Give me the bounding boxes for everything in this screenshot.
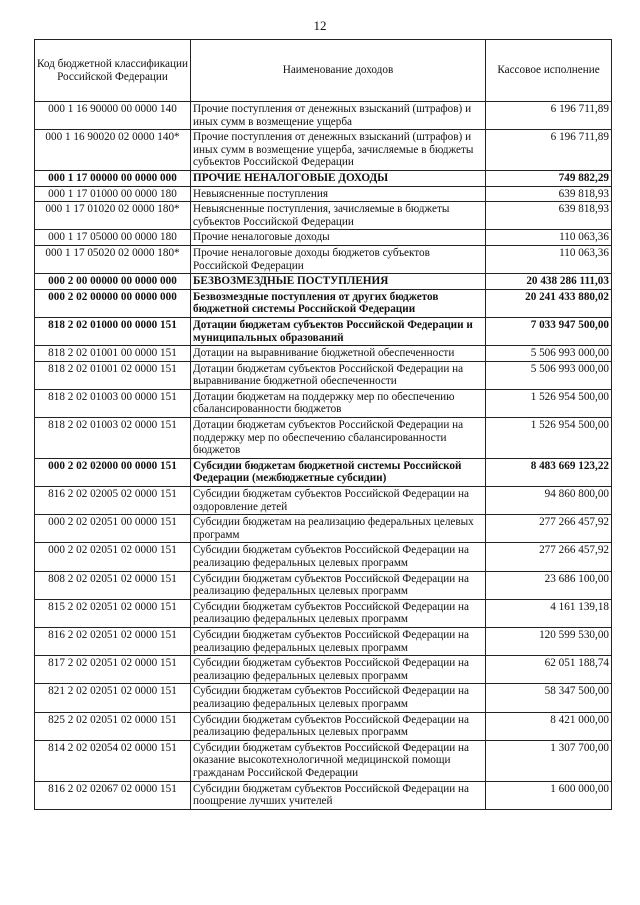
row-code: 000 1 17 00000 00 0000 000 [35, 170, 191, 186]
row-amount: 5 506 993 000,00 [486, 346, 612, 362]
row-name: Прочие неналоговые доходы бюджетов субъектов Российской Федерации [191, 245, 486, 273]
table-row [35, 458, 612, 486]
header-amount: Кассовое исполнение [486, 40, 612, 102]
row-code: 808 2 02 02051 02 0000 151 [35, 571, 191, 599]
row-amount: 277 266 457,92 [486, 515, 612, 543]
row-amount: 1 526 954 500,00 [486, 418, 612, 459]
table-row [35, 230, 612, 246]
table-row [35, 515, 612, 543]
row-name: Невыясненные поступления [191, 186, 486, 202]
row-name: Невыясненные поступления, зачисляемые в бюджеты субъектов Российской Федерации [191, 202, 486, 230]
table-row [35, 684, 612, 712]
table-row [35, 170, 612, 186]
row-amount: 8 483 669 123,22 [486, 458, 612, 486]
row-amount: 58 347 500,00 [486, 684, 612, 712]
row-code: 818 2 02 01003 00 0000 151 [35, 389, 191, 417]
row-code: 818 2 02 01001 00 0000 151 [35, 346, 191, 362]
table-row [35, 418, 612, 459]
row-amount: 639 818,93 [486, 202, 612, 230]
row-code: 000 2 02 02000 00 0000 151 [35, 458, 191, 486]
table-row [35, 186, 612, 202]
row-code: 000 1 17 05020 02 0000 180* [35, 245, 191, 273]
row-code: 000 2 02 00000 00 0000 000 [35, 289, 191, 317]
row-name: Субсидии бюджетам субъектов Российской Федерации на реализацию федеральных целевых программ [191, 627, 486, 655]
row-code: 818 2 02 01003 02 0000 151 [35, 418, 191, 459]
row-code: 000 1 17 01020 02 0000 180* [35, 202, 191, 230]
row-name: Безвозмездные поступления от других бюджетов бюджетной системы Российской Федерации [191, 289, 486, 317]
budget-revenue-table [34, 39, 612, 810]
table-row [35, 346, 612, 362]
row-name: Субсидии бюджетам субъектов Российской Федерации на реализацию федеральных целевых программ [191, 712, 486, 740]
row-code: 000 1 17 01000 00 0000 180 [35, 186, 191, 202]
table-row [35, 712, 612, 740]
row-code: 816 2 02 02067 02 0000 151 [35, 781, 191, 809]
row-code: 000 2 00 00000 00 0000 000 [35, 274, 191, 290]
row-name: Субсидии бюджетам субъектов Российской Федерации на реализацию федеральных целевых программ [191, 684, 486, 712]
table-row [35, 571, 612, 599]
table-row [35, 656, 612, 684]
table-row [35, 627, 612, 655]
row-code: 816 2 02 02051 02 0000 151 [35, 627, 191, 655]
row-code: 816 2 02 02005 02 0000 151 [35, 487, 191, 515]
row-code: 814 2 02 02054 02 0000 151 [35, 740, 191, 781]
row-code: 000 2 02 02051 02 0000 151 [35, 543, 191, 571]
row-code: 000 2 02 02051 00 0000 151 [35, 515, 191, 543]
row-amount: 5 506 993 000,00 [486, 361, 612, 389]
row-amount: 110 063,36 [486, 230, 612, 246]
row-amount: 20 241 433 880,02 [486, 289, 612, 317]
table-row [35, 317, 612, 345]
row-amount: 639 818,93 [486, 186, 612, 202]
table-row [35, 130, 612, 171]
row-amount: 6 196 711,89 [486, 130, 612, 171]
row-name: Прочие поступления от денежных взысканий (штрафов) и иных сумм в возмещение ущерба, зачисляемые в бюджеты субъектов Российской Федерации [191, 130, 486, 171]
row-code: 817 2 02 02051 02 0000 151 [35, 656, 191, 684]
table-row [35, 361, 612, 389]
row-name: Субсидии бюджетам на реализацию федеральных целевых программ [191, 515, 486, 543]
row-name: Дотации бюджетам на поддержку мер по обеспечению сбалансированности бюджетов [191, 389, 486, 417]
row-amount: 110 063,36 [486, 245, 612, 273]
row-name: Субсидии бюджетам субъектов Российской Федерации на оказание высокотехнологичной медицинской помощи гражданам Российской Федерации [191, 740, 486, 781]
header-code: Код бюджетной классификации Российской Федерации [35, 40, 191, 102]
row-code: 818 2 02 01001 02 0000 151 [35, 361, 191, 389]
row-name: Дотации бюджетам субъектов Российской Федерации на поддержку мер по обеспечению сбалансированности бюджетов [191, 418, 486, 459]
row-amount: 1 307 700,00 [486, 740, 612, 781]
table-row [35, 102, 612, 130]
row-name: Прочие поступления от денежных взысканий (штрафов) и иных сумм в возмещение ущерба [191, 102, 486, 130]
table-header-row [35, 40, 612, 102]
row-name: Субсидии бюджетам субъектов Российской Федерации на реализацию федеральных целевых программ [191, 543, 486, 571]
row-name: Дотации бюджетам субъектов Российской Федерации и муниципальных образований [191, 317, 486, 345]
row-amount: 62 051 188,74 [486, 656, 612, 684]
row-code: 000 1 16 90020 02 0000 140* [35, 130, 191, 171]
table-body [35, 102, 612, 810]
row-code: 825 2 02 02051 02 0000 151 [35, 712, 191, 740]
page-number: 12 [313, 18, 327, 33]
table-row [35, 202, 612, 230]
row-name: Прочие неналоговые доходы [191, 230, 486, 246]
row-code: 000 1 17 05000 00 0000 180 [35, 230, 191, 246]
row-amount: 7 033 947 500,00 [486, 317, 612, 345]
row-amount: 20 438 286 111,03 [486, 274, 612, 290]
row-name: Субсидии бюджетам субъектов Российской Федерации на реализацию федеральных целевых программ [191, 656, 486, 684]
row-name: Субсидии бюджетам субъектов Российской Федерации на реализацию федеральных целевых программ [191, 599, 486, 627]
row-amount: 23 686 100,00 [486, 571, 612, 599]
row-name: ПРОЧИЕ НЕНАЛОГОВЫЕ ДОХОДЫ [191, 170, 486, 186]
row-amount: 749 882,29 [486, 170, 612, 186]
row-name: Субсидии бюджетам субъектов Российской Федерации на оздоровление детей [191, 487, 486, 515]
header-name: Наименование доходов [191, 40, 486, 102]
row-code: 821 2 02 02051 02 0000 151 [35, 684, 191, 712]
row-code: 000 1 16 90000 00 0000 140 [35, 102, 191, 130]
table-row [35, 740, 612, 781]
row-code: 818 2 02 01000 00 0000 151 [35, 317, 191, 345]
row-amount: 1 600 000,00 [486, 781, 612, 809]
row-name: БЕЗВОЗМЕЗДНЫЕ ПОСТУПЛЕНИЯ [191, 274, 486, 290]
table-row [35, 245, 612, 273]
table-row [35, 599, 612, 627]
table-row [35, 487, 612, 515]
row-amount: 120 599 530,00 [486, 627, 612, 655]
row-name: Субсидии бюджетам субъектов Российской Федерации на поощрение лучших учителей [191, 781, 486, 809]
row-name: Дотации бюджетам субъектов Российской Федерации на выравнивание бюджетной обеспеченности [191, 361, 486, 389]
table-row [35, 274, 612, 290]
row-code: 815 2 02 02051 02 0000 151 [35, 599, 191, 627]
table-row [35, 781, 612, 809]
row-amount: 1 526 954 500,00 [486, 389, 612, 417]
row-name: Субсидии бюджетам бюджетной системы Российской Федерации (межбюджетные субсидии) [191, 458, 486, 486]
row-amount: 94 860 800,00 [486, 487, 612, 515]
table-row [35, 289, 612, 317]
row-amount: 277 266 457,92 [486, 543, 612, 571]
table-row [35, 389, 612, 417]
row-amount: 6 196 711,89 [486, 102, 612, 130]
row-amount: 4 161 139,18 [486, 599, 612, 627]
row-name: Субсидии бюджетам субъектов Российской Федерации на реализацию федеральных целевых программ [191, 571, 486, 599]
table-row [35, 543, 612, 571]
row-name: Дотации на выравнивание бюджетной обеспеченности [191, 346, 486, 362]
row-amount: 8 421 000,00 [486, 712, 612, 740]
